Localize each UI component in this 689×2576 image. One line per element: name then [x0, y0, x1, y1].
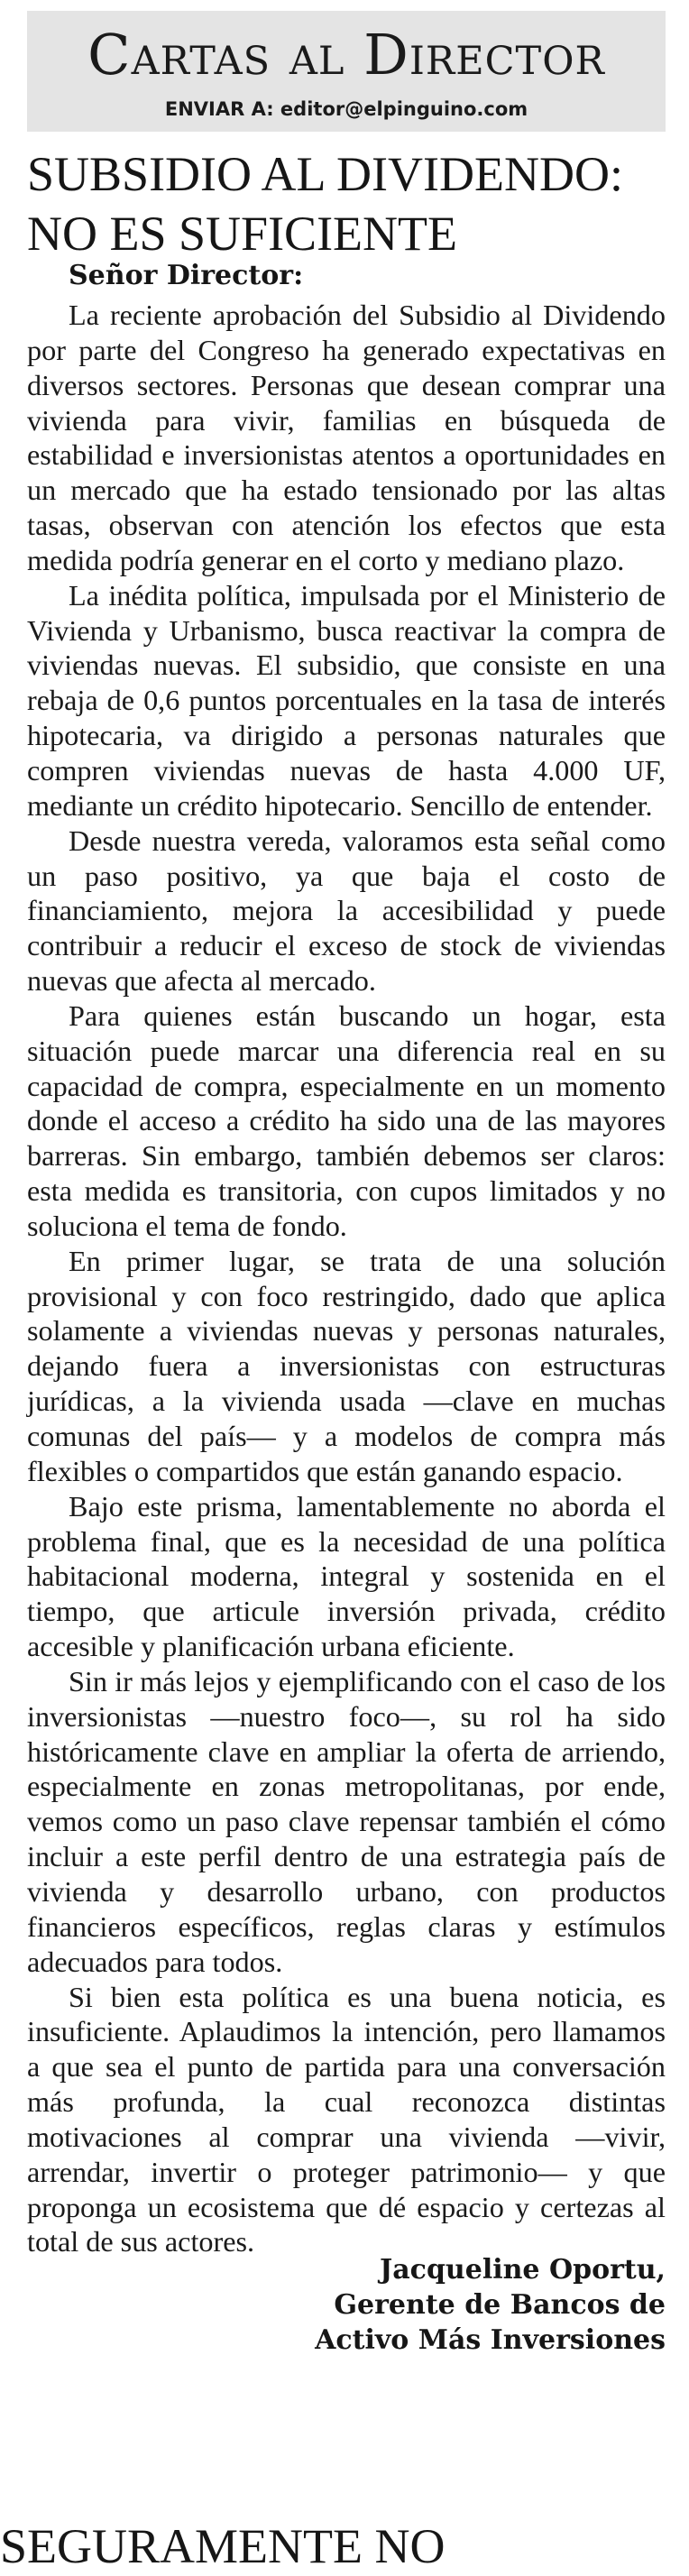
paragraph-3: Desde nuestra vereda, valoramos esta señal como un paso positivo, ya que baja el costo de financiamiento, mejora la accesibilidad y puede contribuir a reducir el exceso de stock de viviendas nuevas que afecta al mercado.	[27, 823, 666, 998]
letter-body	[27, 298, 666, 2259]
signature-org: Activo Más Inversiones	[315, 2324, 666, 2356]
letter-headline	[27, 144, 676, 263]
paragraph-2: La inédita política, impulsada por el Ministerio de Vivienda y Urbanismo, busca reactivar la compra de viviendas nuevas. El subsidio, que consiste en una rebaja de 0,6 puntos porcentuales en la tasa de interés hipotecaria, va dirigido a personas naturales que compren viviendas nuevas de hasta 4.000 UF, mediante un crédito hipotecario. Sencillo de entender.	[27, 578, 666, 822]
paragraph-7: Sin ir más lejos y ejemplificando con el caso de los inversionistas —nuestro foco—, su rol ha sido históricamente clave en ampliar la oferta de arriendo, especialmente en zonas metropolitanas, por ende, vemos como un paso clave repensar también el cómo incluir a este perfil dentro de una estrategia país de vivienda y desarrollo urbano, con productos financieros específicos, reglas claras y estímulos adecuados para todos.	[27, 1664, 666, 1978]
paragraph-1: La reciente aprobación del Subsidio al Dividendo por parte del Congreso ha generado expectativas en diversos sectores. Personas que desean comprar una vivienda para vivir, familias en búsqueda de estabilidad e inversionistas atentos a oportunidades en un mercado que ha estado tensionado por las altas tasas, observan con atención los efectos que esta medida podría generar en el corto y mediano plazo.	[27, 299, 666, 576]
masthead	[27, 11, 666, 132]
paragraph-8: Si bien esta política es una buena noticia, es insuficiente. Aplaudimos la intención, pero llamamos a que sea el punto de partida para una conversación más profunda, la cual reconozca distintas motivaciones al comprar una vivienda —vivir, arrendar, invertir o proteger patrimonio— y que proponga un ecosistema que dé espacio y certezas al total de sus actores.	[27, 1980, 666, 2259]
paragraph-5: En primer lugar, se trata de una solución provisional y con foco restringido, dado que aplica solamente a viviendas nuevas y personas naturales, dejando fuera a inversionistas con estructuras jurídicas, a la vivienda usada —clave en muchas comunas del país— y a modelos de compra más flexibles o compartidos que están ganando espacio.	[27, 1244, 666, 1487]
paragraph-4: Para quienes están buscando un hogar, esta situación puede marcar una diferencia real en su capacidad de compra, especialmente en un momento donde el acceso a crédito ha sido una de las mayores barreras. Sin embargo, también debemos ser claros: esta medida es transitoria, con cupos limitados y no soluciona el tema de fondo.	[27, 998, 666, 1242]
signature-role: Gerente de Bancos de	[334, 2289, 666, 2321]
send-to-email: ENVIAR A: editor@elpinguino.com	[164, 98, 528, 120]
next-letter-headline: SEGURAMENTE NO	[0, 2519, 446, 2573]
section-title: Cartas al Director	[87, 22, 605, 87]
signature	[124, 2252, 666, 2358]
letter-headline-line-2: NO ES SUFICIENTE	[27, 207, 458, 261]
signature-name: Jacqueline Oportu,	[380, 2254, 666, 2286]
salutation: Señor Director:	[69, 260, 304, 291]
paragraph-6: Bajo este prisma, lamentablemente no aborda el problema final, que es la necesidad de una política habitacional moderna, integral y sostenida en el tiempo, que articule inversión privada, crédito accesible y planificación urbana eficiente.	[27, 1489, 666, 1663]
letter-headline-line-1: SUBSIDIO AL DIVIDENDO:	[27, 147, 623, 201]
